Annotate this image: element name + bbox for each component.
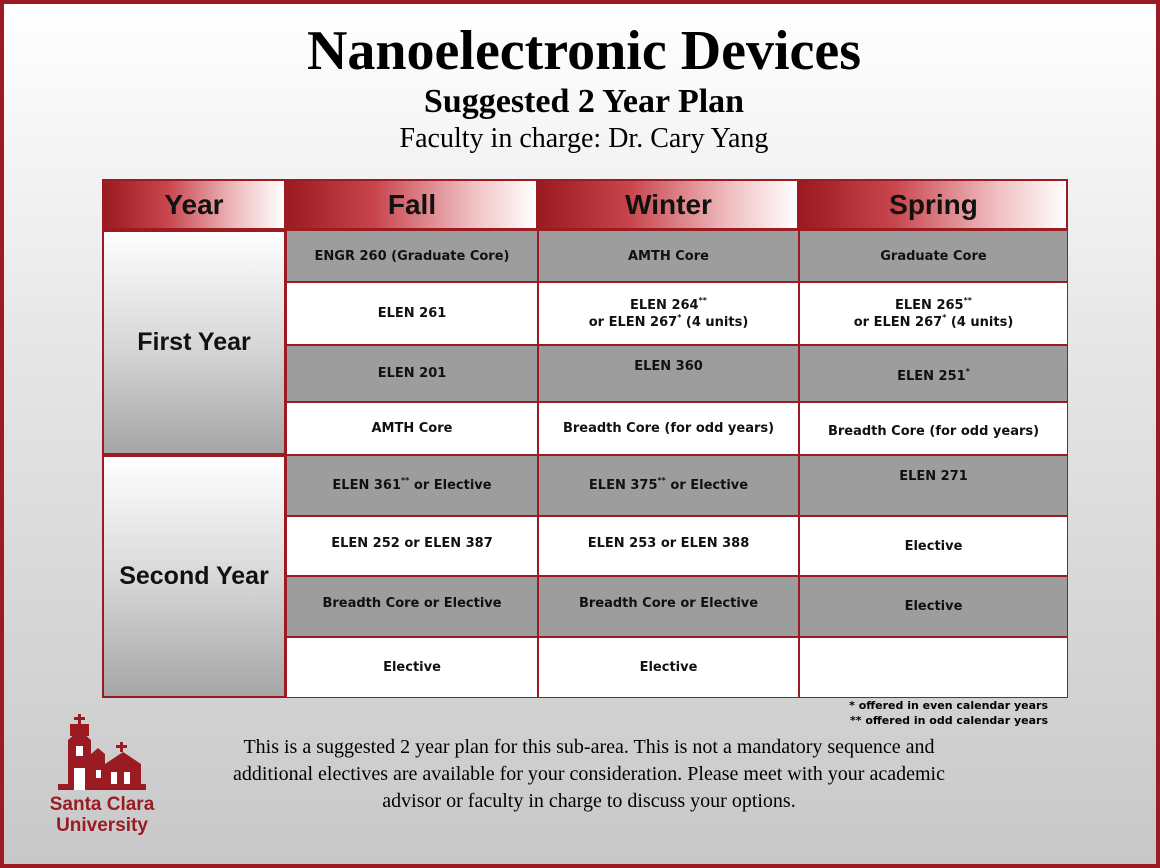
sy4-winter: Elective — [538, 637, 799, 698]
fy3-spring-a: ELEN 251 — [897, 369, 966, 384]
mission-church-icon — [54, 714, 148, 794]
sy1-fall-a-sup: ** — [401, 476, 410, 485]
sy1-winter-a-sup: ** — [657, 476, 666, 485]
fy2-winter — [538, 282, 799, 345]
header-spring: Spring — [799, 179, 1068, 230]
sy1-fall — [286, 455, 538, 516]
fy2-winter-b: or ELEN 267 — [588, 314, 678, 330]
fy2-fall: ELEN 261 — [286, 282, 538, 345]
fy2-spring-c: (4 units) — [946, 314, 1014, 330]
fy2-winter-b-sup: * — [677, 312, 682, 322]
fy3-winter: ELEN 360 — [538, 345, 799, 402]
sy4-fall: Elective — [286, 637, 538, 698]
footer-line-2: additional electives are available for your consideration. Please meet with your academic — [233, 763, 945, 785]
footnote-odd: ** offered in odd calendar years — [850, 714, 1048, 727]
sy3-fall: Breadth Core or Elective — [286, 576, 538, 637]
first-year-label: First Year — [102, 230, 286, 455]
page-subtitle: Suggested 2 Year Plan — [423, 83, 745, 120]
fy2-winter-c: (4 units) — [681, 314, 749, 330]
footer-line-1: This is a suggested 2 year plan for this sub-area. This is not a mandatory sequence and — [243, 736, 935, 758]
sy1-winter-a: ELEN 375 — [588, 478, 658, 493]
fy2-spring-b: or ELEN 267 — [853, 314, 943, 330]
fy3-spring-a-sup: * — [965, 367, 970, 376]
fy1-fall: ENGR 260 (Graduate Core) — [286, 230, 538, 282]
logo-line-2: University — [56, 815, 148, 836]
sy2-spring: Elective — [799, 516, 1068, 576]
sy3-winter: Breadth Core or Elective — [538, 576, 799, 637]
footer-text — [174, 734, 1004, 815]
fy2-winter-a: ELEN 264 — [630, 297, 699, 313]
fy4-fall: AMTH Core — [286, 402, 538, 455]
page-title: Nanoelectronic Devices — [306, 20, 862, 82]
fy2-spring-a: ELEN 265 — [895, 297, 964, 313]
sy1-spring: ELEN 271 — [799, 455, 1068, 516]
footnotes — [849, 698, 1048, 728]
header-fall: Fall — [286, 179, 538, 230]
fy4-winter: Breadth Core (for odd years) — [538, 402, 799, 455]
fy2-winter-a-sup: ** — [698, 295, 707, 305]
logo-text — [40, 794, 164, 836]
sy2-fall: ELEN 252 or ELEN 387 — [286, 516, 538, 576]
header-year: Year — [102, 179, 286, 230]
sy1-fall-b: or Elective — [409, 478, 492, 493]
sy1-fall-a: ELEN 361 — [332, 478, 401, 493]
sy1-winter — [538, 455, 799, 516]
fy1-spring: Graduate Core — [799, 230, 1068, 282]
footnote-even: * offered in even calendar years — [849, 699, 1048, 712]
sy2-winter: ELEN 253 or ELEN 388 — [538, 516, 799, 576]
logo-line-1: Santa Clara — [49, 794, 155, 815]
fy3-spring — [799, 345, 1068, 402]
header-winter: Winter — [538, 179, 799, 230]
faculty-line: Faculty in charge: Dr. Cary Yang — [399, 123, 769, 154]
fy2-spring-a-sup: ** — [963, 295, 972, 305]
second-year-label: Second Year — [102, 455, 286, 698]
fy4-spring: Breadth Core (for odd years) — [799, 402, 1068, 455]
fy2-spring-b-sup: * — [942, 312, 947, 322]
plan-table — [102, 179, 1068, 698]
footer-line-3: advisor or faculty in charge to discuss your options. — [382, 790, 796, 812]
university-logo — [40, 714, 166, 838]
sy3-spring: Elective — [799, 576, 1068, 637]
sy4-spring — [799, 637, 1068, 698]
fy1-winter: AMTH Core — [538, 230, 799, 282]
sy1-winter-b: or Elective — [665, 478, 749, 493]
fy2-spring — [799, 282, 1068, 345]
fy3-fall: ELEN 201 — [286, 345, 538, 402]
